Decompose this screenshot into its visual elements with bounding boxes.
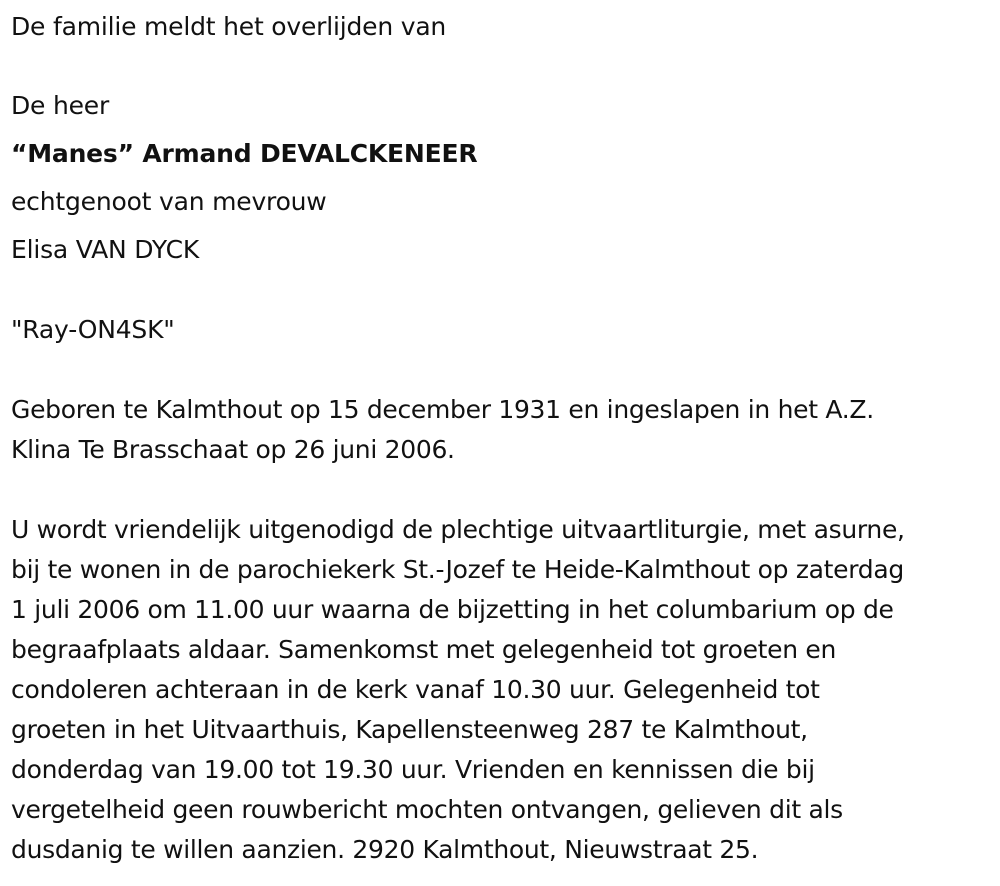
deceased-name: “Manes” Armand DEVALCKENEER <box>11 139 478 168</box>
nickname: "Ray-ON4SK" <box>11 315 175 344</box>
spouse-name: Elisa VAN DYCK <box>11 235 200 264</box>
title-text: De heer <box>11 91 110 120</box>
funeral-invitation-paragraph: U wordt vriendelijk uitgenodigd de plechtige uitvaartliturgie, met asurne, bij te wonen in de parochiekerk St.-Jozef te Heide-Kalmthout op zaterdag 1 juli 2006 om 11.00 uur waarna de bijzetting in het columbarium op de begraafplaats aldaar. Samenkomst met gelegenheid tot groeten en condoleren achteraan in de kerk vanaf 10.30 uur. Gelegenheid tot groeten in het Uitvaarthuis, Kapellensteenweg 287 te Kalmthout, donderdag van 19.00 tot 19.30 uur. Vrienden en kennissen die bij vergetelheid geen rouwbericht mochten ontvangen, gelieven dit als dusdanig te willen aanzien. 2920 Kalmthout, Nieuwstraat 25. <box>11 515 905 864</box>
intro-text: De familie meldt het overlijden van <box>11 12 447 41</box>
birth-death-paragraph: Geboren te Kalmthout op 15 december 1931 en ingeslapen in het A.Z. Klina Te Brasschaat op 26 juni 2006. <box>11 395 874 464</box>
spouse-prefix: echtgenoot van mevrouw <box>11 187 327 216</box>
